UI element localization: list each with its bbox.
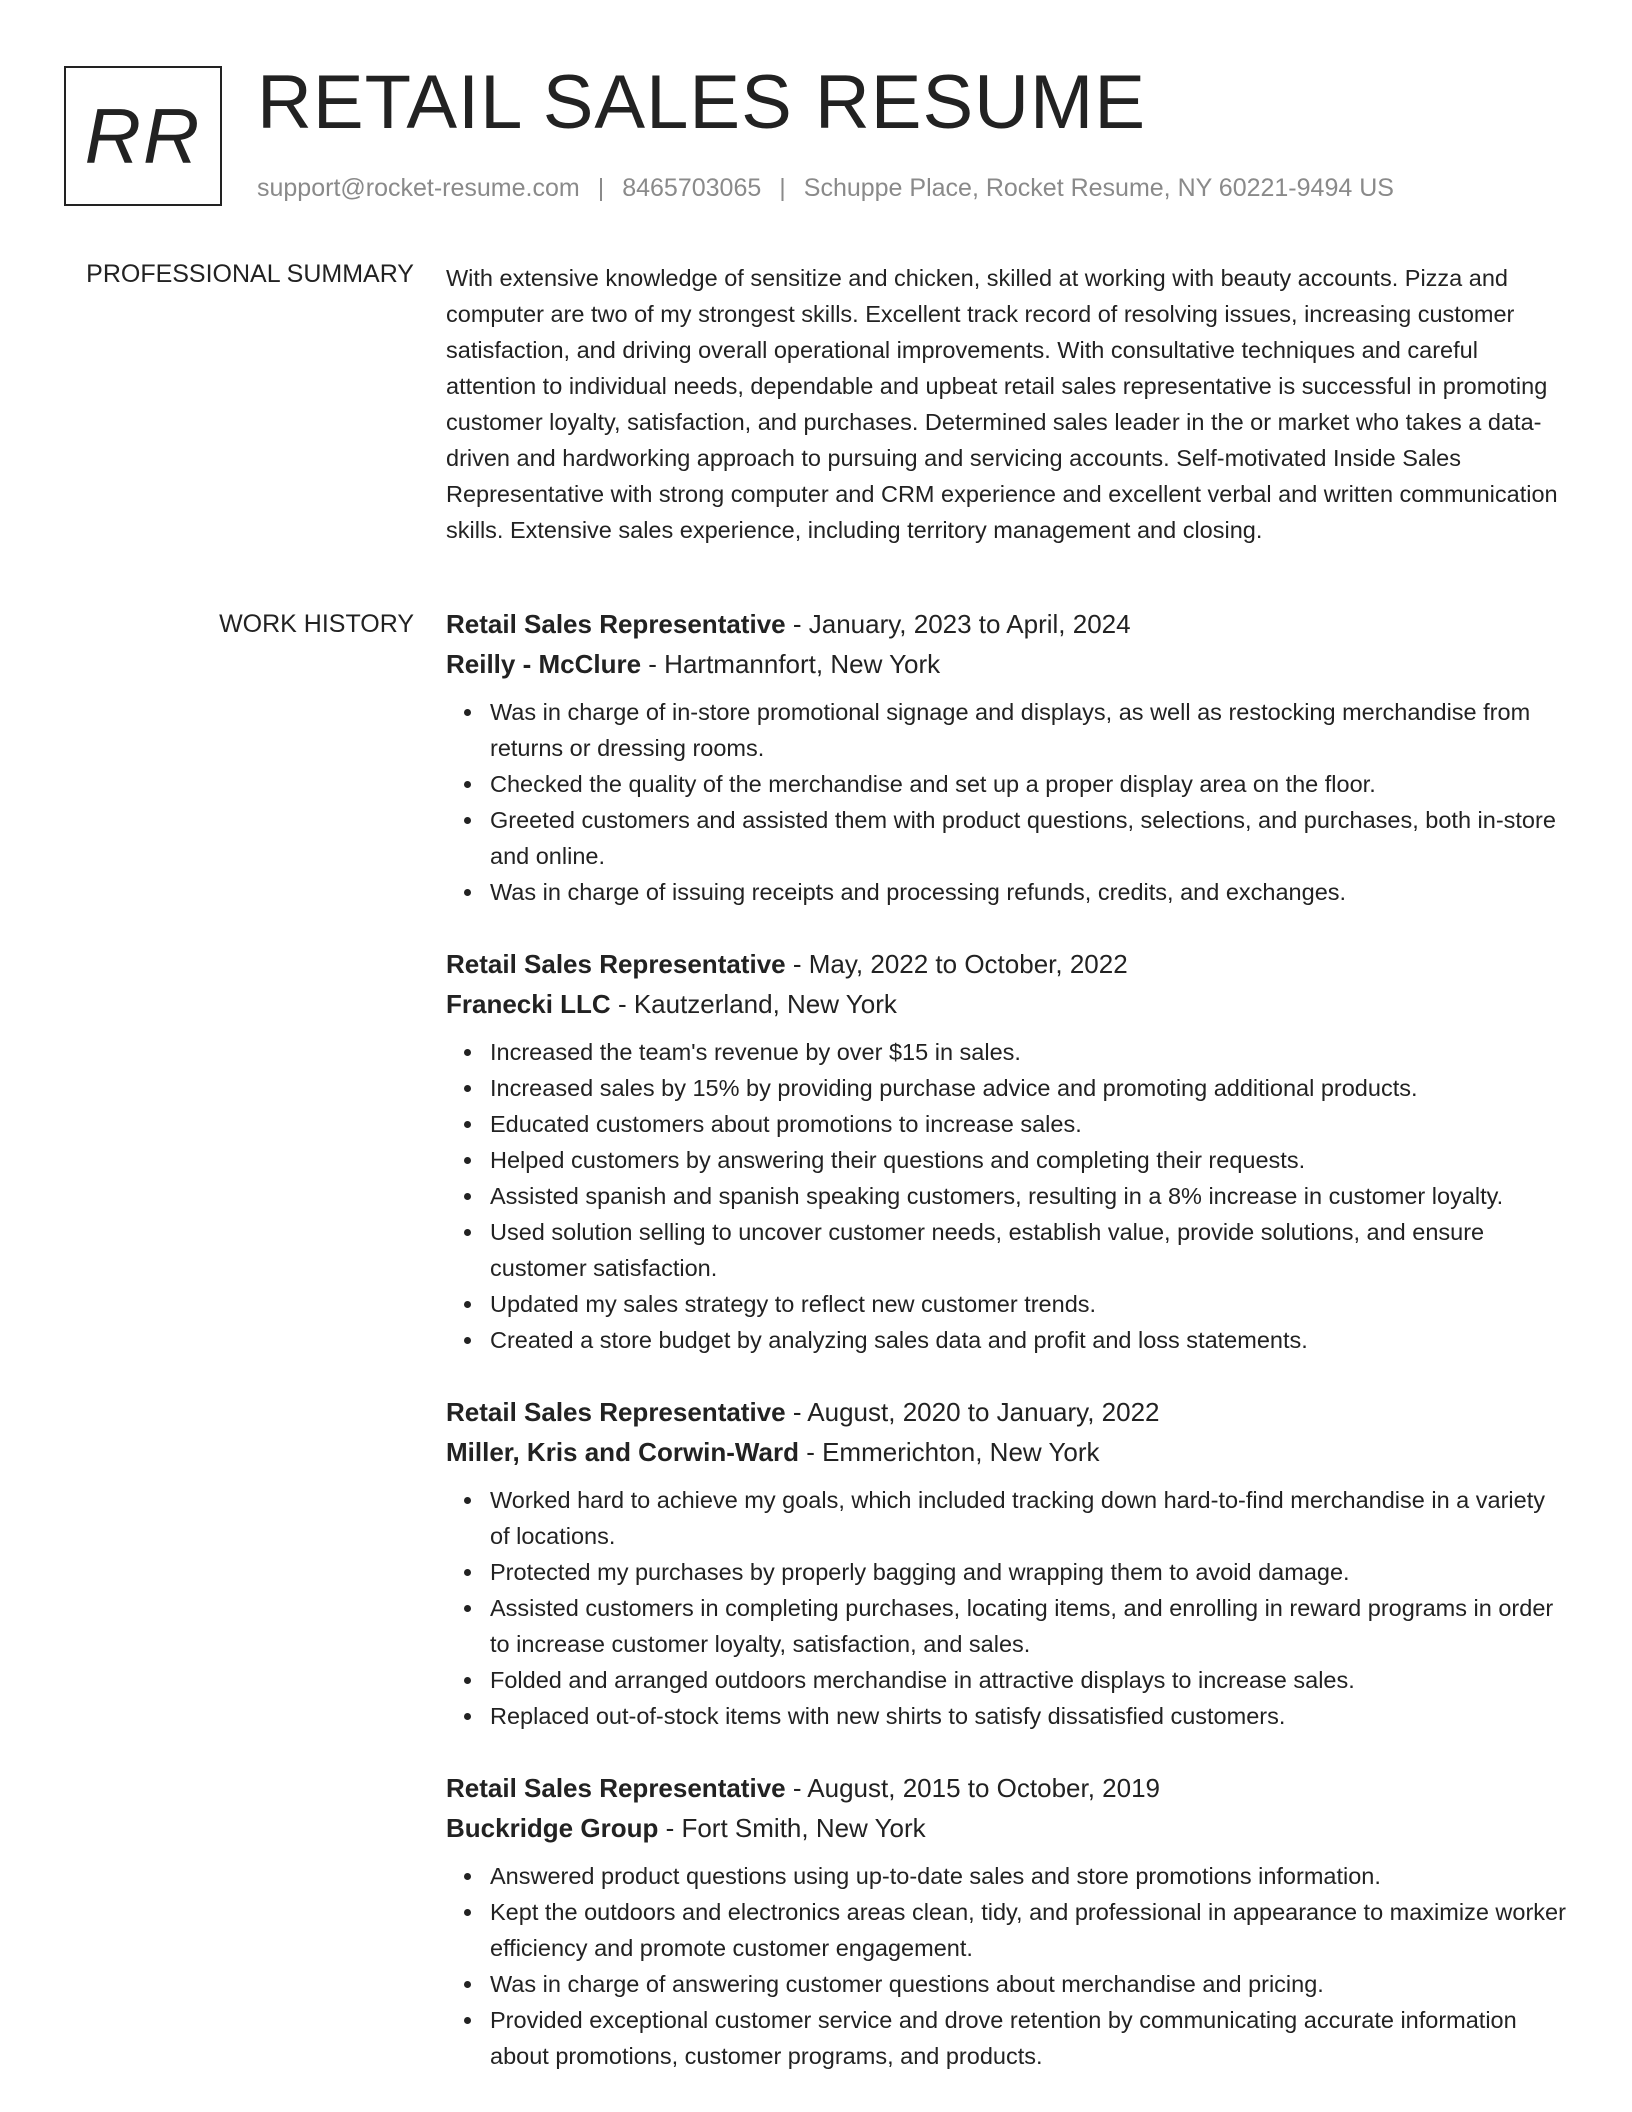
- job-company: Franecki LLC: [446, 989, 611, 1019]
- job-bullet: Increased sales by 15% by providing purchase advice and promoting additional products.: [490, 1070, 1566, 1106]
- job-title-line: [446, 944, 1566, 984]
- job-bullet: Worked hard to achieve my goals, which included tracking down hard-to-find merchandise in a variety of locations.: [490, 1482, 1566, 1554]
- monogram-logo: RR: [64, 66, 222, 206]
- job-bullet: Assisted spanish and spanish speaking customers, resulting in a 8% increase in customer loyalty.: [490, 1178, 1566, 1214]
- job-bullet: Kept the outdoors and electronics areas clean, tidy, and professional in appearance to maximize worker efficiency and promote customer engagement.: [490, 1894, 1566, 1966]
- contact-line: [257, 174, 1394, 203]
- job-location: - Fort Smith, New York: [658, 1813, 926, 1843]
- job-entry: [446, 1392, 1566, 1734]
- summary-text: With extensive knowledge of sensitize and chicken, skilled at working with beauty accounts. Pizza and computer are two of my strongest skills. Excellent track record of resolving issues, increasing customer satisfaction, and driving overall operational improvements. With consultative techniques and careful attention to individual needs, dependable and upbeat retail sales representative is successful in promoting customer loyalty, satisfaction, and purchases. Determined sales leader in the or market who takes a data-driven and hardworking approach to pursuing and servicing accounts. Self-motivated Inside Sales Representative with strong computer and CRM experience and excellent verbal and written communication skills. Extensive sales experience, including territory management and closing.: [446, 265, 1558, 543]
- contact-separator: |: [779, 174, 786, 202]
- job-entry: [446, 604, 1566, 910]
- job-bullet: Folded and arranged outdoors merchandise in attractive displays to increase sales.: [490, 1662, 1566, 1698]
- resume-title: RETAIL SALES RESUME: [257, 60, 1147, 145]
- job-title: Retail Sales Representative: [446, 949, 786, 979]
- job-bullet: Used solution selling to uncover customer needs, establish value, provide solutions, and ensure customer satisfaction.: [490, 1214, 1566, 1286]
- job-location: - Hartmannfort, New York: [641, 649, 941, 679]
- job-company: Buckridge Group: [446, 1813, 659, 1843]
- job-bullet: Checked the quality of the merchandise and set up a proper display area on the floor.: [490, 766, 1566, 802]
- job-bullet: Greeted customers and assisted them with product questions, selections, and purchases, both in-store and online.: [490, 802, 1566, 874]
- job-bullet: Was in charge of in-store promotional signage and displays, as well as restocking merchandise from returns or dressing rooms.: [490, 694, 1566, 766]
- job-dates: - January, 2023 to April, 2024: [785, 609, 1131, 639]
- job-bullet: Answered product questions using up-to-date sales and store promotions information.: [490, 1858, 1566, 1894]
- section-label-summary: PROFESSIONAL SUMMARY: [86, 260, 414, 288]
- job-bullet: Was in charge of issuing receipts and processing refunds, credits, and exchanges.: [490, 874, 1566, 910]
- job-company: Reilly - McClure: [446, 649, 642, 679]
- job-entry: [446, 944, 1566, 1358]
- job-entry: [446, 1768, 1566, 2074]
- job-title-line: [446, 1768, 1566, 1808]
- job-title: Retail Sales Representative: [446, 609, 786, 639]
- jobs-list: [446, 604, 1566, 2108]
- job-company-line: [446, 644, 1566, 684]
- job-company-line: [446, 1808, 1566, 1848]
- contact-address: Schuppe Place, Rocket Resume, NY 60221-9494 US: [803, 174, 1394, 202]
- job-bullet: Updated my sales strategy to reflect new customer trends.: [490, 1286, 1566, 1322]
- job-dates: - May, 2022 to October, 2022: [785, 949, 1128, 979]
- job-company-line: [446, 984, 1566, 1024]
- job-company: Miller, Kris and Corwin-Ward: [446, 1437, 799, 1467]
- job-bullet: Helped customers by answering their questions and completing their requests.: [490, 1142, 1566, 1178]
- job-bullet: Protected my purchases by properly bagging and wrapping them to avoid damage.: [490, 1554, 1566, 1590]
- job-title-line: [446, 1392, 1566, 1432]
- job-dates: - August, 2015 to October, 2019: [785, 1773, 1160, 1803]
- contact-phone[interactable]: 8465703065: [622, 174, 762, 202]
- job-location: - Kautzerland, New York: [610, 989, 897, 1019]
- job-company-line: [446, 1432, 1566, 1472]
- job-bullet: Was in charge of answering customer questions about merchandise and pricing.: [490, 1966, 1566, 2002]
- job-bullet: Provided exceptional customer service and drove retention by communicating accurate information about promotions, customer programs, and products.: [490, 2002, 1566, 2074]
- job-bullet: Replaced out-of-stock items with new shirts to satisfy dissatisfied customers.: [490, 1698, 1566, 1734]
- job-title: Retail Sales Representative: [446, 1397, 786, 1427]
- job-title: Retail Sales Representative: [446, 1773, 786, 1803]
- job-bullets: [446, 1482, 1566, 1734]
- job-bullet: Assisted customers in completing purchases, locating items, and enrolling in reward programs in order to increase customer loyalty, satisfaction, and sales.: [490, 1590, 1566, 1662]
- job-bullets: [446, 694, 1566, 910]
- job-bullets: [446, 1858, 1566, 2074]
- section-label-work-history: WORK HISTORY: [219, 610, 414, 638]
- job-dates: - August, 2020 to January, 2022: [785, 1397, 1160, 1427]
- contact-email[interactable]: support@rocket-resume.com: [257, 174, 580, 202]
- contact-separator: |: [597, 174, 605, 202]
- job-title-line: [446, 604, 1566, 644]
- job-location: - Emmerichton, New York: [798, 1437, 1100, 1467]
- job-bullet: Increased the team's revenue by over $15 in sales.: [490, 1034, 1566, 1070]
- job-bullets: [446, 1034, 1566, 1358]
- job-bullet: Educated customers about promotions to increase sales.: [490, 1106, 1566, 1142]
- job-bullet: Created a store budget by analyzing sales data and profit and loss statements.: [490, 1322, 1566, 1358]
